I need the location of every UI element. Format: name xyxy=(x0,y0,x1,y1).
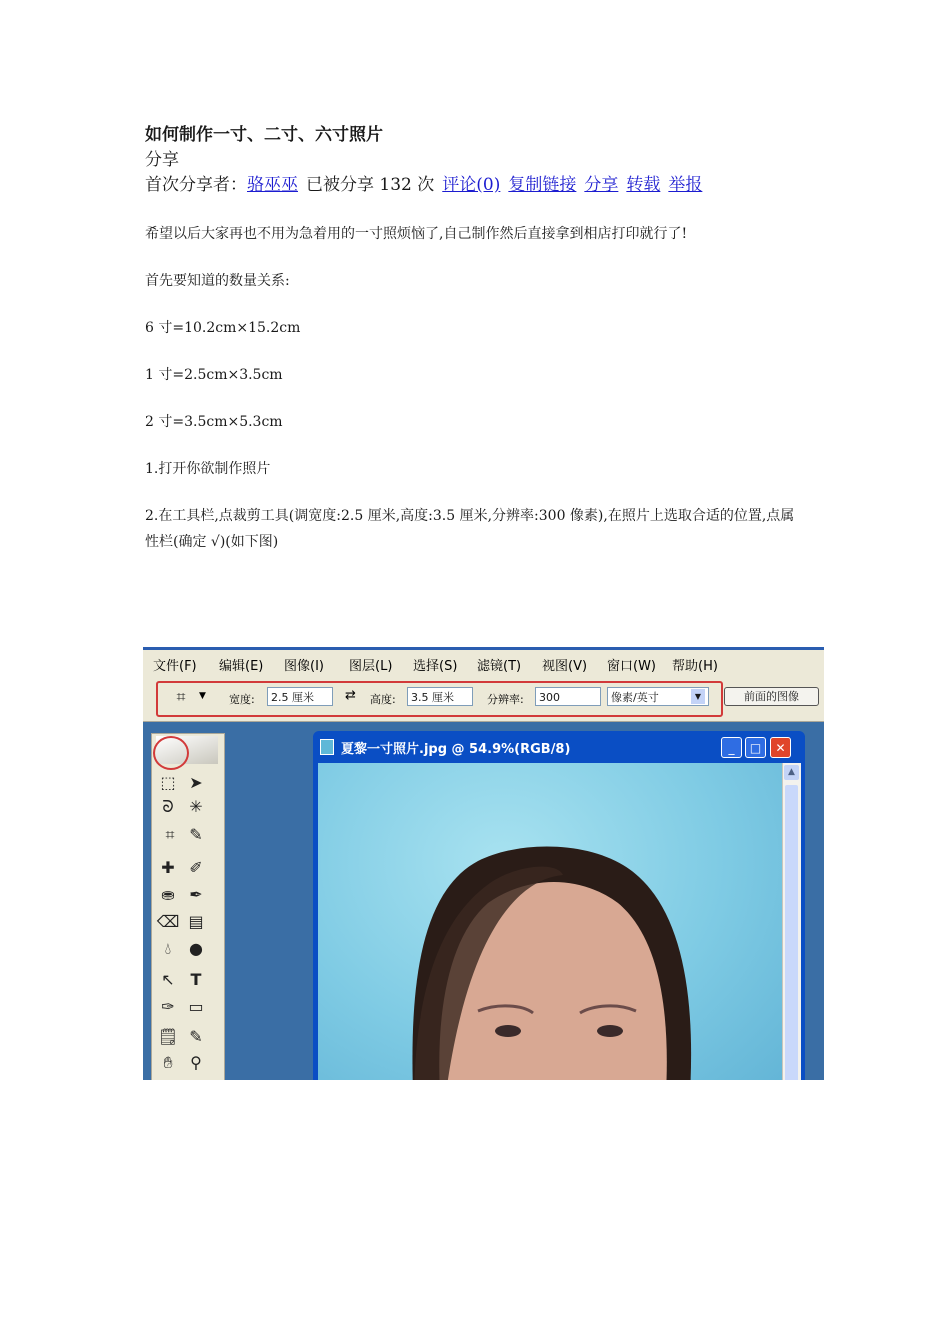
menu-image[interactable]: 图像(I) xyxy=(284,659,324,674)
front-image-button[interactable]: 前面的图像 xyxy=(724,687,819,706)
crop-tool-highlight-circle xyxy=(153,736,189,770)
menu-help[interactable]: 帮助(H) xyxy=(672,659,718,674)
paragraph-step-2: 2.在工具栏,点裁剪工具(调宽度:2.5 厘米,高度:3.5 厘米,分辨率:300 像素),在照片上选取合适的位置,点属性栏(确定 √)(如下图) xyxy=(145,508,795,550)
portrait-photo xyxy=(318,763,782,1080)
comment-link[interactable]: 评论(0) xyxy=(442,175,501,195)
toolbox xyxy=(151,733,225,1080)
width-input[interactable]: 2.5 厘米 xyxy=(267,687,333,706)
brush-tool-icon[interactable]: ✐ xyxy=(189,858,203,877)
height-label: 高度: xyxy=(370,693,396,706)
share-link[interactable]: 分享 xyxy=(584,175,619,195)
maximize-icon[interactable]: □ xyxy=(745,737,766,758)
minimize-icon[interactable]: _ xyxy=(721,737,742,758)
type-tool-icon[interactable]: T xyxy=(190,970,202,989)
paragraph-size-2: 2 寸=3.5cm×5.3cm xyxy=(145,414,283,430)
resolution-label: 分辨率: xyxy=(487,693,524,706)
menu-view[interactable]: 视图(V) xyxy=(542,659,588,674)
document-window xyxy=(313,731,805,1080)
vertical-scrollbar[interactable] xyxy=(782,763,801,1080)
menu-window[interactable]: 窗口(W) xyxy=(607,659,656,674)
chevron-down-icon: ▼ xyxy=(691,689,705,704)
slice-tool-icon[interactable]: ✎ xyxy=(189,825,203,844)
stamp-tool-icon[interactable]: ⛂ xyxy=(161,885,175,904)
zoom-tool-icon[interactable]: ⚲ xyxy=(190,1053,202,1072)
paragraph-size-1: 1 寸=2.5cm×3.5cm xyxy=(145,367,283,383)
healing-brush-icon[interactable]: ✚ xyxy=(161,858,175,877)
share-label: 分享 xyxy=(145,150,179,170)
scroll-thumb[interactable] xyxy=(785,785,798,1080)
photoshop-screenshot xyxy=(143,647,824,1080)
height-input[interactable]: 3.5 厘米 xyxy=(407,687,473,706)
crop-tool-icon[interactable]: ⌗ xyxy=(176,687,186,706)
menu-edit[interactable]: 编辑(E) xyxy=(219,659,264,674)
move-tool-icon[interactable]: ➤ xyxy=(189,773,203,792)
swap-icon[interactable]: ⇄ xyxy=(345,688,356,703)
portrait-illustration xyxy=(318,763,782,1080)
article-meta xyxy=(145,173,805,198)
repost-link[interactable]: 转载 xyxy=(626,175,661,195)
options-bar xyxy=(143,677,824,722)
menu-bar xyxy=(143,647,824,677)
shape-tool-icon[interactable]: ▭ xyxy=(188,997,204,1016)
share-count: 已被分享 132 次 xyxy=(306,175,435,195)
document-icon xyxy=(320,739,334,755)
menu-file[interactable]: 文件(F) xyxy=(153,659,197,674)
dodge-tool-icon[interactable]: ● xyxy=(189,939,203,958)
paragraph-intro: 希望以后大家再也不用为急着用的一寸照烦恼了,自己制作然后直接拿到相店打印就行了! xyxy=(145,226,688,242)
menu-layer[interactable]: 图层(L) xyxy=(349,659,393,674)
paragraph-relations: 首先要知道的数量关系: xyxy=(145,273,290,289)
blur-tool-icon[interactable]: 💧︎ xyxy=(164,939,172,958)
sharer-name-link[interactable]: 骆巫巫 xyxy=(247,175,298,195)
magic-wand-tool-icon[interactable]: ✳ xyxy=(189,797,203,816)
scroll-up-icon[interactable]: ▲ xyxy=(784,765,799,780)
document-title: 夏黎一寸照片.jpg @ 54.9%(RGB/8) xyxy=(341,742,571,757)
copy-link[interactable]: 复制链接 xyxy=(508,175,577,195)
menu-filter[interactable]: 滤镜(T) xyxy=(477,659,522,674)
lasso-tool-icon[interactable]: ᘐ xyxy=(162,797,174,816)
unit-select[interactable] xyxy=(607,687,709,706)
pen-tool-icon[interactable]: ✑ xyxy=(161,997,175,1016)
report-link[interactable]: 举报 xyxy=(668,175,703,195)
dropdown-arrow-icon[interactable]: ▼ xyxy=(199,691,206,701)
article-title: 如何制作一寸、二寸、六寸照片 xyxy=(145,125,383,145)
width-label: 宽度: xyxy=(229,693,255,706)
eraser-tool-icon[interactable]: ⌫ xyxy=(156,912,180,931)
paragraph-step-1: 1.打开你欲制作照片 xyxy=(145,461,271,477)
menu-select[interactable]: 选择(S) xyxy=(413,659,458,674)
article xyxy=(145,122,805,550)
notes-tool-icon[interactable]: 🗒︎ xyxy=(157,1027,179,1046)
gradient-tool-icon[interactable]: ▤ xyxy=(188,912,204,931)
path-select-icon[interactable]: ↖ xyxy=(161,970,175,989)
marquee-tool-icon[interactable]: ⬚ xyxy=(160,773,176,792)
resolution-input[interactable]: 300 xyxy=(535,687,601,706)
history-brush-icon[interactable]: ✒ xyxy=(189,885,203,904)
paragraph-size-6: 6 寸=10.2cm×15.2cm xyxy=(145,320,301,336)
unit-select-value: 像素/英寸 xyxy=(611,691,659,704)
eyedropper-tool-icon[interactable]: ✎ xyxy=(189,1027,203,1046)
crop-tool-icon[interactable]: ⌗ xyxy=(165,825,175,844)
close-icon[interactable]: ✕ xyxy=(770,737,791,758)
hand-tool-icon[interactable]: ✋︎ xyxy=(163,1053,173,1072)
first-sharer-label: 首次分享者： xyxy=(145,175,247,195)
